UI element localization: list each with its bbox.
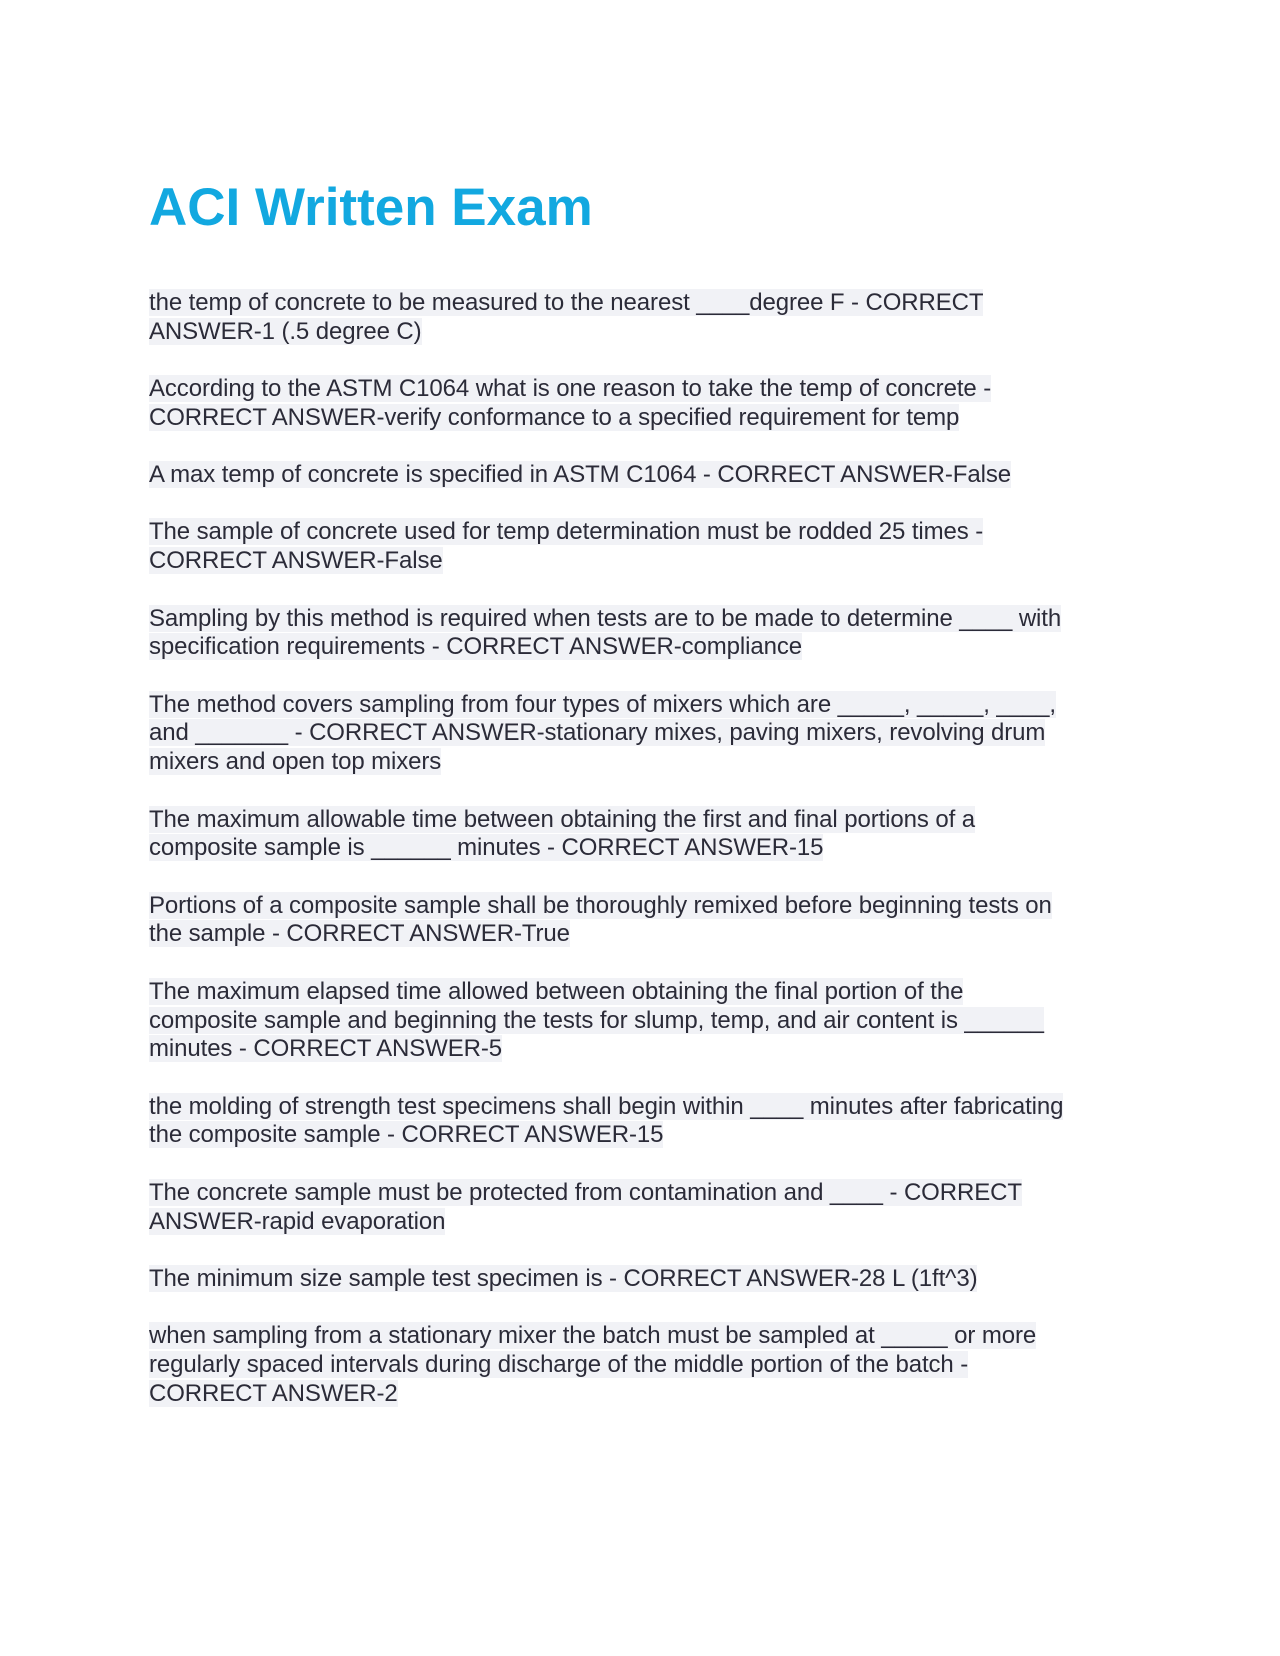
document-title: ACI Written Exam [149, 178, 593, 237]
qa-item [149, 691, 1124, 777]
qa-item [149, 806, 1124, 864]
qa-item-text: Sampling by this method is required when tests are to be made to determine ____ with specification requirements - CORRECT ANSWER-compliance [149, 604, 1062, 661]
qa-item-text: The maximum elapsed time allowed between obtaining the final portion of the composite sample and beginning the tests for slump, temp, and air content is ______ minutes - CORRECT ANSWER-5 [149, 977, 1044, 1063]
qa-item [149, 605, 1124, 663]
qa-item [149, 1265, 1124, 1294]
qa-item [149, 978, 1124, 1064]
qa-item-text: The method covers sampling from four types of mixers which are _____, _____, ____, and _______ - CORRECT ANSWER-stationary mixes, paving mixers, revolving drum mixers and open top mixers [149, 690, 1056, 776]
qa-item-text: the molding of strength test specimens shall begin within ____ minutes after fabricating the composite sample - CORRECT ANSWER-15 [149, 1092, 1064, 1149]
qa-item-text: when sampling from a stationary mixer the batch must be sampled at _____ or more regularly spaced intervals during discharge of the middle portion of the batch - CORRECT ANSWER-2 [149, 1322, 1037, 1407]
qa-item [149, 892, 1124, 950]
qa-item [149, 1322, 1124, 1408]
qa-item [149, 289, 1124, 347]
qa-item-text: The concrete sample must be protected from contamination and ____ - CORRECT ANSWER-rapid evaporation [149, 1178, 1022, 1235]
qa-item-text: The minimum size sample test specimen is - CORRECT ANSWER-28 L (1ft^3) [149, 1264, 978, 1292]
qa-item-text: the temp of concrete to be measured to the nearest ____degree F - CORRECT ANSWER-1 (.5 degree C) [149, 289, 984, 345]
qa-item-text: According to the ASTM C1064 what is one reason to take the temp of concrete - CORRECT ANSWER-verify conformance to a specified requirement for temp [149, 375, 992, 431]
qa-item [149, 1179, 1124, 1237]
qa-item [149, 461, 1124, 490]
qa-item [149, 518, 1124, 576]
qa-list [149, 289, 1124, 1437]
qa-item-text: The maximum allowable time between obtaining the first and final portions of a composite sample is ______ minutes - CORRECT ANSWER-15 [149, 805, 975, 862]
qa-item-text: The sample of concrete used for temp determination must be rodded 25 times - CORRECT ANSWER-False [149, 518, 984, 575]
qa-item-text: A max temp of concrete is specified in ASTM C1064 - CORRECT ANSWER-False [149, 461, 1011, 489]
qa-item [149, 1093, 1124, 1151]
qa-item-text: Portions of a composite sample shall be thoroughly remixed before beginning tests on the sample - CORRECT ANSWER-True [149, 891, 1052, 948]
qa-item [149, 375, 1124, 433]
